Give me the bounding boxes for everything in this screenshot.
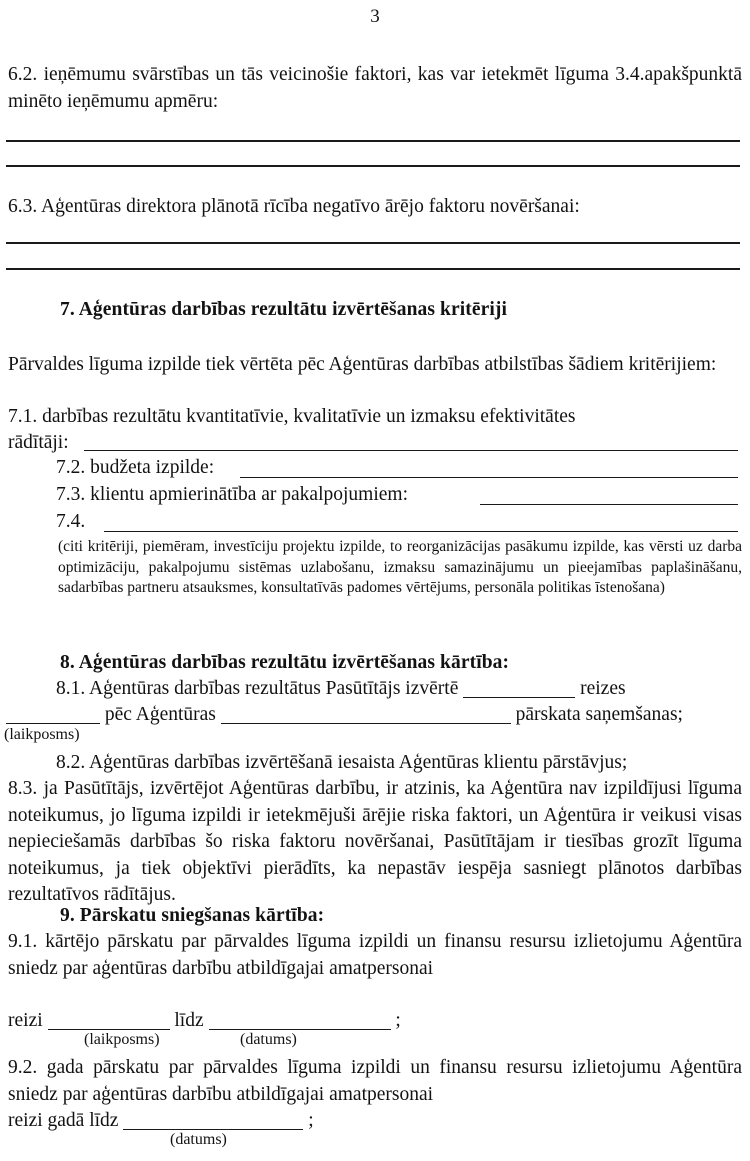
section-7-heading — [8, 297, 742, 323]
clause-9-2-reizi-gada-lidz: reizi gadā līdz — [8, 1110, 119, 1131]
fill-blank-8-1-frequency[interactable] — [463, 697, 575, 698]
clause-7-3-text: 7.3. klientu apmierinātība ar pakalpojumiem: — [56, 484, 408, 505]
section-8-heading — [8, 650, 742, 676]
clause-9-2-fill-row — [8, 1108, 314, 1134]
clause-8-3: 8.3. ja Pasūtītājs, izvērtējot Aģentūras darbību, ir atzinis, ka Aģentūra nav izpildījusi līguma noteikumus, jo līguma izpildi ir ietekmējuši ārējie riska faktori, un Aģentūra ir veikusi visas nepieciešamās darbības šo riska faktoru novēršanai, Pasūtītājam ir tiesības grozīt līguma noteikumus, ja tiek objektīvi pierādīts, ka nepastāv iespēja sasniegt plānotos darbības rezultatīvos rādītājus. — [8, 778, 742, 905]
clause-7-2 — [56, 455, 214, 481]
fill-blank-8-1-period[interactable] — [6, 723, 100, 724]
clause-8-1-text-c: pēc Aģentūras — [104, 704, 216, 725]
clause-9-1-semicolon: ; — [395, 1010, 401, 1031]
fill-blank-8-1-report[interactable] — [221, 723, 511, 724]
clause-7-2-text: 7.2. budžeta izpilde: — [56, 457, 215, 478]
page-number: 3 — [370, 6, 380, 27]
clause-7-1: 7.1. darbības rezultātu kvantitatīvie, kvalitatīvie un izmaksu efektivitātes — [8, 406, 576, 427]
clause-8-1-text-d: pārskata saņemšanas; — [515, 704, 683, 725]
section-7-heading-text: 7. Aģentūras darbības rezultātu izvērtēšanas kritēriji — [60, 299, 507, 320]
section-7-note: (citi kritēriji, piemēram, investīciju projektu izpilde, to reorganizācijas pasākumu izpilde, kas vērsti uz darba optimizāciju, pakalpojumu sistēmas uzlabošanu, izmaksu samazinājumu un pieejamības paplašināšanu, sadarbības partneru atsauksmes, konsultatīvās padomes vērtējums, personāla politikas īstenošana) — [58, 538, 742, 596]
clause-7-1-cont-text: rādītāji: — [8, 432, 69, 453]
clause-9-1-reizi: reizi — [8, 1010, 43, 1031]
answer-rule-7-4 — [104, 531, 738, 532]
answer-rule-6-2-b — [6, 165, 740, 167]
fill-blank-9-2-datums[interactable] — [123, 1129, 303, 1130]
answer-rule-6-3-a — [6, 242, 740, 244]
clause-7-3 — [56, 482, 408, 508]
sublabel-8-1-laikposms: (laikposms) — [4, 726, 80, 743]
answer-rule-7-3 — [480, 504, 738, 505]
sublabel-9-2-datums: (datums) — [170, 1131, 227, 1148]
answer-rule-7-2 — [240, 477, 738, 478]
clause-7-4-text: 7.4. — [56, 511, 86, 532]
clause-7-4 — [56, 509, 85, 535]
clause-9-1: 9.1. kārtējo pārskatu par pārvaldes līguma izpildi un finansu resursu izlietojumu Aģentūra sniedz par aģentūras darbību atbildīgajai amatpersonai — [8, 931, 742, 979]
clause-8-1-line-2 — [6, 702, 683, 728]
section-7-intro: Pārvaldes līguma izpilde tiek vērtēta pēc Aģentūras darbības atbilstības šādiem kritērijiem: — [8, 354, 717, 375]
clause-6-3: 6.3. Aģentūras direktora plānotā rīcība negatīvo ārējo faktoru novēršanai: — [8, 196, 580, 217]
fill-blank-9-1-datums[interactable] — [209, 1029, 391, 1030]
answer-rule-6-2-a — [6, 140, 740, 142]
clause-8-1-line-1 — [56, 676, 626, 702]
clause-8-2-text: 8.2. Aģentūras darbības izvērtēšanā iesaista Aģentūras klientu pārstāvjus; — [56, 752, 628, 773]
clause-9-2-semicolon: ; — [308, 1110, 314, 1131]
clause-9-1-lidz: līdz — [174, 1010, 204, 1031]
clause-9-1-fill-row — [8, 1008, 401, 1034]
clause-8-1-text-b: reizes — [580, 678, 626, 699]
section-8-heading-text: 8. Aģentūras darbības rezultātu izvērtēšanas kārtība: — [60, 652, 510, 673]
sublabel-9-1-laikposms: (laikposms) — [84, 1031, 160, 1048]
clause-7-1-continuation — [8, 430, 69, 456]
section-9-heading — [8, 903, 742, 929]
clause-6-2: 6.2. ieņēmumu svārstības un tās veicinošie faktori, kas var ietekmēt līguma 3.4.apakšpunktā minēto ieņēmumu apmēru: — [8, 64, 742, 112]
sublabel-9-1-datums: (datums) — [240, 1031, 297, 1048]
clause-8-2 — [56, 750, 627, 776]
fill-blank-9-1-laikposms[interactable] — [48, 1029, 170, 1030]
answer-rule-7-1 — [84, 450, 738, 451]
clause-9-2: 9.2. gada pārskatu par pārvaldes līguma izpildi un finansu resursu izlietojumu Aģentūra sniedz par aģentūras darbību atbildīgajai amatpersonai — [8, 1057, 742, 1105]
clause-8-1-text-a: 8.1. Aģentūras darbības rezultātus Pasūtītājs izvērtē — [56, 678, 459, 699]
answer-rule-6-3-b — [6, 268, 740, 270]
section-9-heading-text: 9. Pārskatu sniegšanas kārtība: — [60, 905, 325, 926]
